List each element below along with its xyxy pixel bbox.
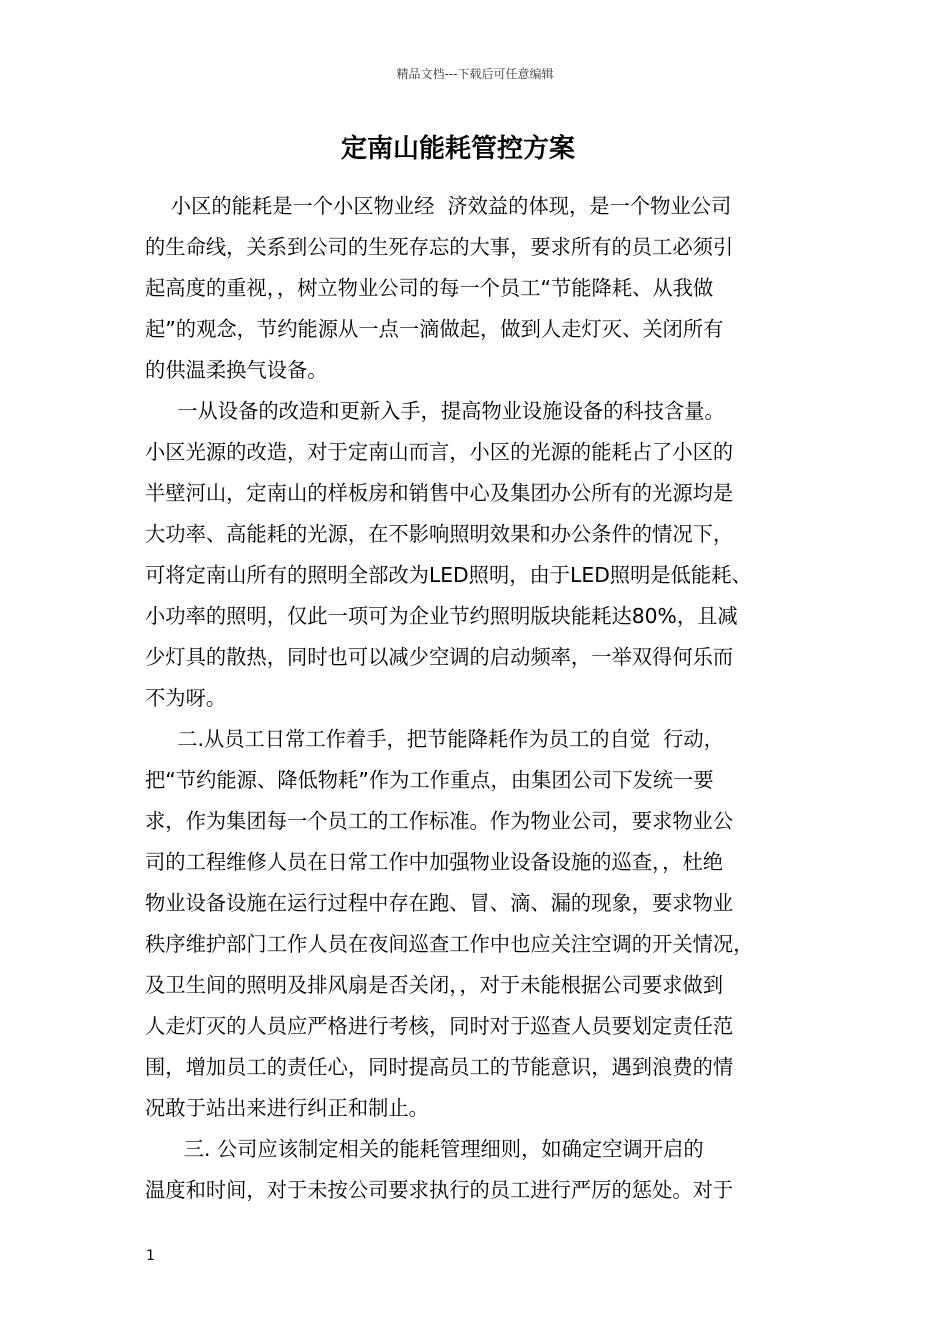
body-line: 的供温柔换气设备。	[145, 358, 328, 382]
body-line: 一从设备的改造和更新入手，提高物业设施设备的科技含量。	[145, 399, 725, 423]
body-line: 及卫生间的照明及排风扇是否关闭，，对于未能根据公司要求做到	[145, 973, 724, 997]
body-line: 求，作为集团每一个员工的工作标准。作为物业公司，要求物业公	[145, 809, 734, 833]
body-line: 三. 公司应该制定相关的能耗管理细则，如确定空调开启的	[145, 1137, 704, 1161]
body-line: 大功率、高能耗的光源，在不影响照明效果和办公条件的情况下，	[145, 522, 734, 546]
body-line: 不为呀。	[145, 686, 227, 710]
body-line: 二.从员工日常工作着手，把节能降耗作为员工的自觉 行动，	[145, 727, 724, 751]
body-line: 把“节约能源、降低物耗”作为工作重点，由集团公司下发统一要	[145, 768, 714, 792]
body-line: 人走灯灭的人员应严格进行考核，同时对于巡查人员要划定责任范	[145, 1014, 734, 1038]
body-line: 起高度的重视，，树立物业公司的每一个员工“节能降耗、从我做	[145, 276, 714, 300]
page-number: 1	[146, 1248, 155, 1264]
body-line: 温度和时间，对于未按公司要求执行的员工进行严厉的惩处。对于	[145, 1178, 734, 1202]
body-line: 况敢于站出来进行纠正和制止。	[145, 1096, 429, 1120]
body-line: 少灯具的散热，同时也可以减少空调的启动频率，一举双得何乐而	[145, 645, 734, 669]
body-line: 小区的能耗是一个小区物业经 济效益的体现，是一个物业公司	[145, 194, 732, 218]
body-line: 司的工程维修人员在日常工作中加强物业设备设施的巡查，，杜绝	[145, 850, 724, 874]
body-line: 秩序维护部门工作人员在夜间巡查工作中也应关注空调的开关情况，	[145, 932, 754, 956]
body-line: 起”的观念，节约能源从一点一滴做起，做到人走灯灭、关闭所有	[145, 317, 724, 341]
document-title: 定南山能耗管控方案	[340, 134, 575, 164]
body-line: 围，增加员工的责任心，同时提高员工的节能意识，遇到浪费的情	[145, 1055, 734, 1079]
body-line: 小区光源的改造，对于定南山而言，小区的光源的能耗占了小区的	[145, 440, 734, 464]
body-line: 半壁河山，定南山的样板房和销售中心及集团办公所有的光源均是	[145, 481, 734, 505]
body-line: 的生命线，关系到公司的生死存忘的大事，要求所有的员工必须引	[145, 235, 734, 259]
body-line: 小功率的照明，仅此一项可为企业节约照明版块能耗达80%，且减	[145, 604, 738, 628]
body-line: 物业设备设施在运行过程中存在跑、冒、滴、漏的现象，要求物业	[145, 891, 734, 915]
header-note: 精品文档---下载后可任意编辑	[396, 67, 554, 81]
body-line: 可将定南山所有的照明全部改为LED照明，由于LED照明是低能耗、	[145, 563, 752, 587]
